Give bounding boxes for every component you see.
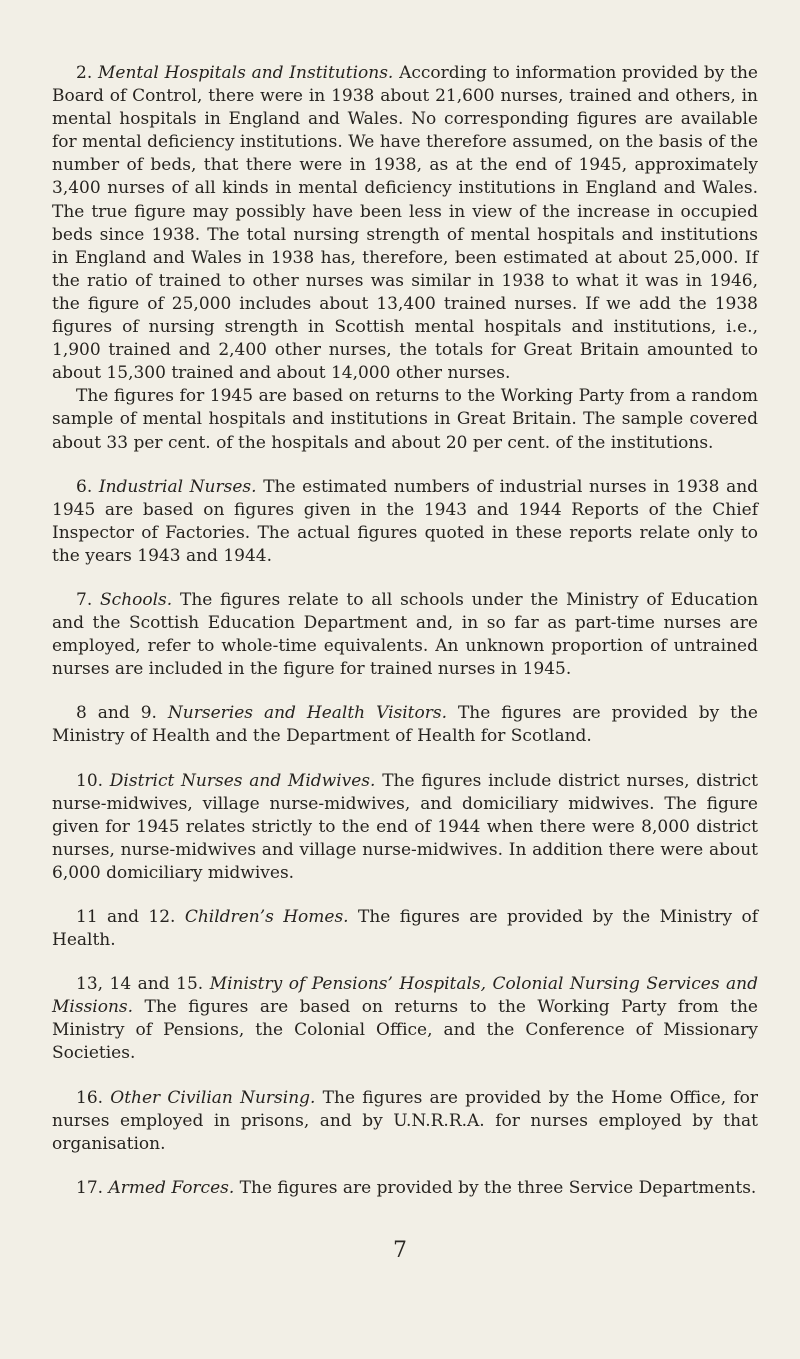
paragraph-text: The figures are provided by the Ministry of Health. xyxy=(52,907,759,951)
page-number: 7 xyxy=(393,1238,407,1263)
paragraph-text: The figures are based on returns to the Working Party from the Ministry of Pensions, the Colonial Office, and the Conference of Missionary Societies. xyxy=(52,997,758,1064)
paragraph-number: 17. xyxy=(76,1177,104,1198)
paragraph-7 xyxy=(52,589,758,681)
paragraph-13-14-15 xyxy=(52,973,758,1065)
paragraph-number: 10. xyxy=(76,770,104,791)
paragraph-8-9 xyxy=(52,702,758,748)
paragraph-text: The figures are provided by the Home Office, for nurses employed in prisons, and by U.N.R.R.A. for nurses employed by that organisation. xyxy=(52,1087,759,1154)
paragraph-heading: Mental Hospitals and Institutions. xyxy=(98,63,394,83)
paragraph-text: According to information provided by the Board of Control, there were in 1938 about 21,600 nurses, trained and others, in mental hospitals in England and Wales. No corresponding figures are available for mental deficiency institutions. We have therefore assumed, on the basis of the number of beds, that there were in 1938, as at the end of 1945, approximately 3,400 nurses of all kinds in mental deficiency institutions in England and Wales. The true figure may possibly have been less in view of the increase in occupied beds since 1938. The total nursing strength of mental hospitals and institutions in England and Wales in 1938 has, therefore, been estimated at about 25,000. If the ratio of trained to other nurses was similar in 1938 to what it was in 1946, the figure of 25,000 includes about 13,400 trained nurses. If we add the 1938 figures of nursing strength in Scottish mental hospitals and institutions, i.e., 1,900 trained and 2,400 other nurses, the totals for Great Britain amounted to about 15,300 trained and about 14,000 other nurses. xyxy=(52,63,758,384)
paragraph-text: The figures for 1945 are based on returns to the Working Party from a random sample of mental hospitals and institutions in Great Britain. The sample covered about 33 per cent. of the hospitals and about 20 per cent. of the institutions. xyxy=(52,386,758,453)
paragraph-heading: Children’s Homes. xyxy=(184,907,349,927)
paragraph-text: The figures relate to all schools under the Ministry of Education and the Scottish Education Department and, in so far as part-time nurses are employed, refer to whole-time equivalents. An unknown proportion of untrained nurses are included in the figure for trained nurses in 1945. xyxy=(52,589,759,680)
paragraph-6 xyxy=(52,476,758,568)
paragraph-11-12 xyxy=(52,906,758,952)
paragraph-number: 2. xyxy=(76,63,93,83)
paragraph-number: 7. xyxy=(76,589,93,610)
paragraph-10 xyxy=(52,770,758,885)
paragraph-2 xyxy=(52,62,758,385)
paragraph-17 xyxy=(52,1177,758,1200)
paragraph-text: The estimated numbers of industrial nurses in 1938 and 1945 are based on figures given in the 1943 and 1944 Reports of the Chief Inspector of Factories. The actual figures quoted in these reports relate only to the years 1943 and 1944. xyxy=(52,476,759,566)
paragraph-number: 8 and 9. xyxy=(76,703,157,724)
paragraph-text: The figures are provided by the three Service Departments. xyxy=(239,1177,757,1198)
paragraph-text: The figures are provided by the Ministry of Health and the Department of Health for Scotland. xyxy=(52,703,758,747)
paragraph-heading: Nurseries and Health Visitors. xyxy=(167,703,447,724)
paragraph-2-continued xyxy=(52,385,758,454)
paragraph-heading: District Nurses and Midwives. xyxy=(109,770,376,791)
paragraph-heading: Armed Forces. xyxy=(108,1177,235,1198)
body-text xyxy=(52,62,758,1200)
paragraph-heading: Other Civilian Nursing. xyxy=(110,1087,316,1108)
paragraph-heading: Industrial Nurses. xyxy=(98,476,257,497)
paragraph-text: The figures include district nurses, district nurse-midwives, village nurse-midwives, and domiciliary midwives. The figure given for 1945 relates strictly to the end of 1944 when there were 8,000 district nurses, nurse-midwives and village nurse-midwives. In addition there were about 6,000 domiciliary midwives. xyxy=(52,770,759,883)
paragraph-heading: Ministry of Pensions’ Hospitals, Colonial Nursing Services and Missions. xyxy=(52,974,759,1018)
paragraph-heading: Schools. xyxy=(100,589,173,610)
paragraph-number: 6. xyxy=(76,476,93,497)
paragraph-number: 16. xyxy=(76,1087,104,1108)
paragraph-number: 13, 14 and 15. xyxy=(76,974,204,995)
paragraph-16 xyxy=(52,1087,758,1156)
paragraph-number: 11 and 12. xyxy=(76,907,176,927)
